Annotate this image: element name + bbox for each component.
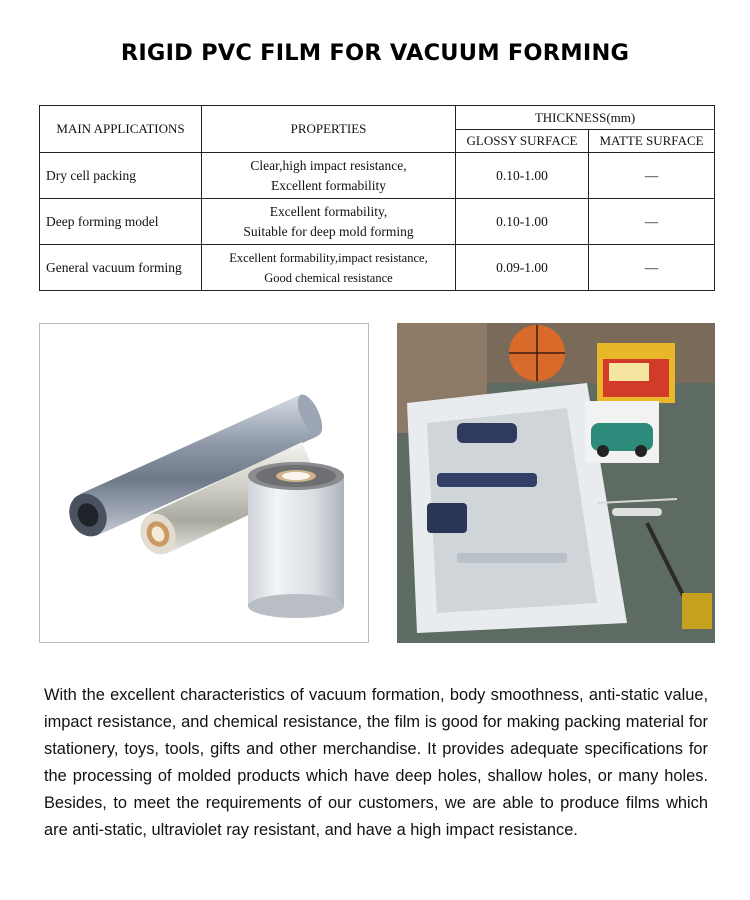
properties-line: Excellent formability,: [269, 203, 388, 219]
specification-table: [39, 105, 715, 291]
header-main-applications: MAIN APPLICATIONS: [40, 106, 202, 153]
header-thickness: THICKNESS(mm): [456, 106, 715, 130]
application-cell: General vacuum forming: [40, 245, 202, 291]
matte-thickness-cell: —: [589, 245, 715, 291]
page-title: RIGID PVC FILM FOR VACUUM FORMING: [120, 40, 630, 66]
toy-box: [597, 343, 675, 403]
glossy-thickness-cell: 0.10-1.00: [456, 153, 589, 199]
properties-line: Excellent formability,impact resistance,: [229, 250, 428, 265]
header-matte-surface: MATTE SURFACE: [589, 130, 715, 153]
properties-cell: [202, 153, 456, 199]
vacuum-formed-toy-packaging-image: [397, 323, 715, 643]
properties-line: Suitable for deep mold forming: [243, 223, 414, 239]
properties-line: Clear,high impact resistance,: [250, 157, 407, 173]
application-cell: Dry cell packing: [40, 153, 202, 199]
matte-thickness-cell: —: [589, 199, 715, 245]
header-properties: PROPERTIES: [202, 106, 456, 153]
properties-line: Good chemical resistance: [264, 270, 393, 285]
glossy-thickness-cell: 0.10-1.00: [456, 199, 589, 245]
application-cell: Deep forming model: [40, 199, 202, 245]
header-glossy-surface: GLOSSY SURFACE: [456, 130, 589, 153]
product-description: With the excellent characteristics of vacuum formation, body smoothness, anti-static value, impact resistance, and chemical resistance, the film is good for making packing material for stationery, toys, tools, gifts and other merchandise. It provides adequate specifications for the processing of molded products which have deep holes, shallow holes, or many holes. Besides, to meet the requirements of our customers, we are able to produce films which are anti-static, ultraviolet ray resistant, and have a high impact resistance.: [44, 686, 708, 839]
pvc-film-rolls-image: [39, 323, 369, 643]
table-row: [40, 153, 715, 199]
properties-cell: [202, 199, 456, 245]
table-row: [40, 199, 715, 245]
matte-thickness-cell: —: [589, 153, 715, 199]
table-row: [40, 245, 715, 291]
properties-line: Excellent formability: [270, 177, 387, 193]
basketball: [509, 325, 565, 381]
glossy-thickness-cell: 0.09-1.00: [456, 245, 589, 291]
properties-cell: [202, 245, 456, 291]
front-film-roll: [248, 462, 344, 618]
toy-car-display: [585, 401, 659, 463]
